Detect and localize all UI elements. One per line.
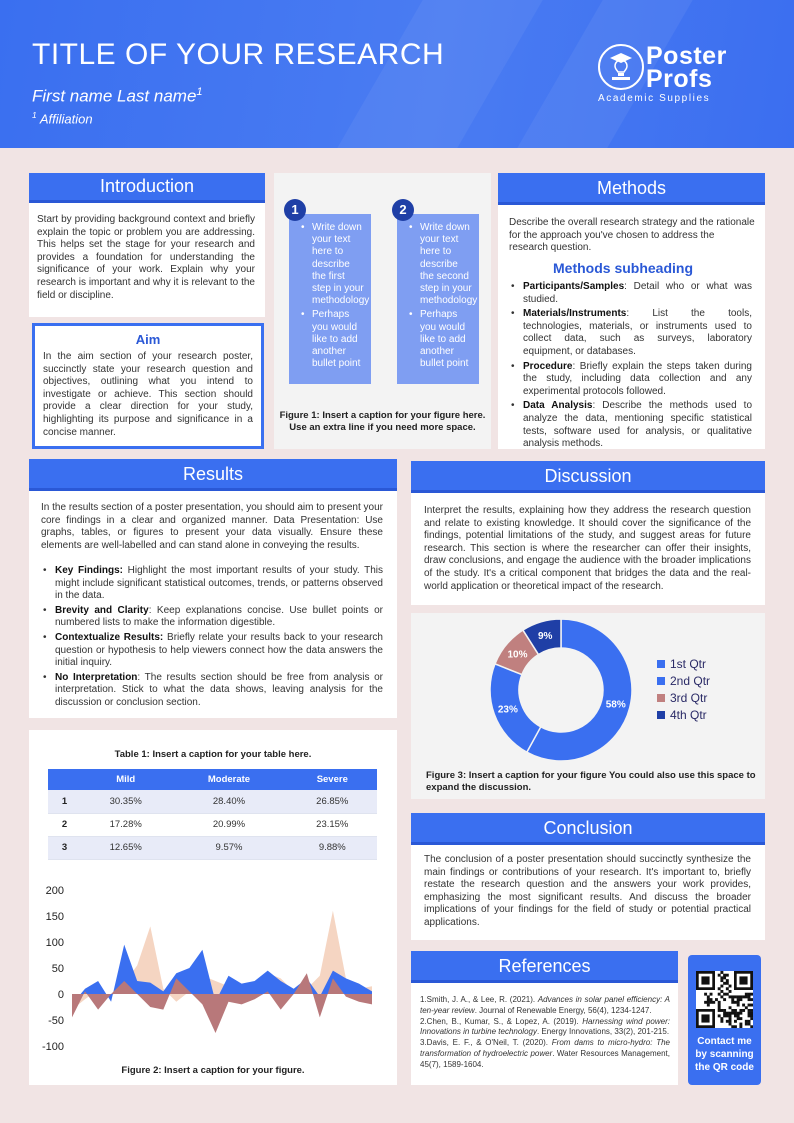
results-heading: Results (29, 459, 397, 491)
donut-chart (486, 615, 636, 765)
methods-list (509, 281, 752, 453)
table1-caption: Table 1: Insert a caption for your table here. (114, 749, 312, 760)
qr-label-line: by scanning (695, 1049, 754, 1060)
table-header-cell (48, 769, 81, 790)
conclusion-heading: Conclusion (411, 813, 765, 845)
legend-item (657, 691, 707, 705)
table-cell: 2 (48, 813, 81, 836)
step-2-bullets (409, 222, 478, 370)
affiliation-text: Affiliation (39, 111, 93, 127)
methods-item-text: Describe the methods used to analyze the data, mentioning specific statistical tests, software used for analysis, or qualitative analysis methods. (523, 400, 753, 450)
references-list (420, 995, 670, 1071)
table-header-cell: Severe (288, 769, 377, 790)
legend-label: 1st Qtr (670, 657, 707, 671)
figure2-caption: Figure 2: Insert a caption for your figure. (121, 1065, 305, 1076)
table-header-cell: Mild (81, 769, 170, 790)
reference-title: Harnessing wind power: Innovations in turbine technology (420, 1016, 670, 1037)
label-separator: : (624, 281, 634, 292)
aim-heading: Aim (135, 332, 161, 347)
table-row (48, 836, 377, 859)
figure1-caption-line1: Figure 1: Insert a caption for your figure here. (279, 410, 486, 421)
results-item-label: Contextualize Results: (55, 631, 164, 643)
label-separator: : (572, 360, 580, 372)
qr-code[interactable] (696, 971, 753, 1028)
data-table (48, 769, 377, 860)
legend-swatch (657, 711, 665, 719)
posterprofs-logo (598, 44, 748, 108)
step-2-bullet: • Perhaps you would like to add another bullet point (409, 309, 473, 370)
methods-item-text: Detail who or what was studied. (523, 281, 752, 305)
introduction-heading: Introduction (29, 173, 265, 203)
reference-authors: 3.Davis, E. F., & O'Neil, T. (2020). (420, 1038, 552, 1048)
y-tick-label: 0 (57, 989, 64, 1001)
step-1-bullets (301, 222, 370, 370)
label-separator: : (137, 671, 145, 683)
logo-line1: Poster (646, 42, 727, 70)
methods-item-text: Briefly explain the steps taken during the study, including data collection and any experimental protocols followed. (523, 360, 752, 397)
step-2-bullet: • Write down your text here to describe the second step in your methodology (409, 222, 473, 307)
discussion-heading: Discussion (411, 461, 765, 493)
reference-item (420, 995, 670, 1017)
table-cell: 17.28% (81, 813, 170, 836)
qr-label (688, 1035, 761, 1074)
header-stripe (337, 0, 542, 148)
table-row (48, 813, 377, 836)
methods-item (509, 400, 752, 450)
donut-data-label: 58% (605, 699, 626, 711)
legend-item (657, 708, 707, 722)
table-cell: 9.57% (170, 836, 287, 859)
qr-label-line: the QR code (695, 1062, 754, 1073)
table-cell: 12.65% (81, 836, 170, 859)
table-row (48, 790, 377, 813)
results-item (41, 605, 383, 630)
methods-subheading: Methods subheading (553, 260, 693, 276)
legend-label: 4th Qtr (670, 708, 707, 722)
results-item-text: Briefly relate your results back to your research question or hypothesis to help viewers connect how the data answers the initial inquiry. (55, 631, 383, 669)
table-cell: 20.99% (170, 813, 287, 836)
legend-swatch (657, 660, 665, 668)
methods-item (509, 308, 752, 358)
results-item-text: Keep explanations concise. Use bullet points or numbered lists to make the information digestible. (55, 604, 383, 629)
step-card-1 (289, 214, 371, 384)
results-item-label: Key Findings: (55, 565, 123, 576)
table-cell: 30.35% (81, 790, 170, 813)
step-1-bullet: • Perhaps you would like to add another bullet point (301, 309, 365, 370)
author-superscript: 1 (196, 86, 203, 98)
methods-item (509, 361, 752, 399)
discussion-text: Interpret the results, explaining how they address the research question and relate to existing knowledge. It should cover the significance of the findings, potential limitations of the study, and suggest areas for future research. This section is where the researcher can offer their insights, draw conclusions, and engage the audience with the broader implications of the study. It's a critical component that bridges the data and the real-world application or theoretical impact of the research. (424, 505, 751, 592)
table-cell: 23.15% (288, 813, 377, 836)
poster-header (0, 0, 794, 148)
reference-authors: 2.Chen, B., Kumar, S., & Lopez, A. (2019). (420, 1016, 583, 1026)
results-intro: In the results section of a poster presentation, you should aim to present your core findings in a clear and organized manner. Data Presentation: Use graphs, tables, or figures to present your data visually. Ensure these elements are well-labelled and can stand alone in conveying the results. (41, 502, 383, 551)
table-cell: 28.40% (170, 790, 287, 813)
donut-data-label: 9% (538, 631, 553, 643)
introduction-text: Start by providing background context and briefly explain the topic or problem you are addressing. This helps set the stage for your research and provides a foundation for understanding the significance of your work. Explain why your research is important and why it is relevant to the field or discipline. (37, 214, 255, 301)
logo-line2: Profs (646, 65, 713, 93)
aim-box (32, 323, 264, 449)
reference-title: Advances in solar panel efficiency: A ten-year review (420, 995, 671, 1015)
figure1-caption (274, 410, 491, 434)
author-name-text: First name Last name (32, 86, 197, 106)
legend-item (657, 674, 710, 688)
legend-swatch (657, 677, 665, 685)
methods-intro: Describe the overall research strategy and the rationale for the approach you've chosen to address the research question. (509, 217, 755, 254)
methods-item-text: List the tools, technologies, materials, or instruments used to collect data, such as surveys, laboratory equipment, or databases. (523, 308, 752, 357)
reference-authors: 1.Smith, J. A., & Lee, R. (2021). (420, 995, 538, 1004)
methods-item-label: Procedure (523, 360, 573, 372)
author-name (32, 86, 203, 107)
methods-item (509, 281, 752, 306)
label-separator: : (592, 400, 603, 412)
qr-code-icon (696, 971, 753, 1028)
label-separator: : (626, 308, 653, 320)
table-cell: 1 (48, 790, 81, 813)
table-cell: 9.88% (288, 836, 377, 859)
donut-data-label: 10% (507, 649, 528, 661)
reference-source: . Water Resources Management, 45(7), 1589-1604. (420, 1048, 670, 1069)
step-2-number-badge: 2 (392, 199, 414, 221)
reference-item (420, 1017, 670, 1039)
reference-source: . Energy Innovations, 33(2), 201-215. (536, 1027, 670, 1037)
y-tick-label: 50 (51, 963, 64, 975)
y-tick-label: 150 (45, 911, 64, 923)
qr-label-line: Contact me (697, 1036, 752, 1047)
affiliation (32, 110, 93, 126)
logo-bulb-icon (598, 44, 644, 90)
legend-item (657, 657, 706, 671)
reference-item (420, 1038, 670, 1070)
donut-data-label: 23% (497, 704, 518, 716)
methods-item-label: Materials/Instruments (523, 308, 627, 320)
lightbulb-icon (600, 46, 642, 88)
y-tick-label: 200 (45, 885, 64, 897)
reference-title: From dams to micro-hydro: The transformation of hydroelectric power (420, 1038, 671, 1058)
area-chart (36, 880, 386, 1055)
step-1-number-badge: 1 (284, 199, 306, 221)
aim-text: In the aim section of your research poster, succinctly state your research question and objectives, outlining what you intend to investigate or achieve. This section should provide a clear direction for your study, highlighting its purpose and significance in a concise manner. (43, 351, 253, 438)
results-item-text: The results section should be free from analysis or interpretation. Stick to what the data shows, leaving analysis for the discussion or conclusion section. (55, 671, 383, 708)
methods-item-label: Participants/Samples (523, 281, 625, 292)
poster-title: TITLE OF YOUR RESEARCH (32, 38, 445, 71)
results-item (41, 632, 383, 670)
y-tick-label: 100 (45, 937, 64, 949)
table-cell: 26.85% (288, 790, 377, 813)
table-cell: 3 (48, 836, 81, 859)
methods-heading: Methods (498, 173, 765, 205)
y-tick-label: -50 (48, 1015, 64, 1027)
references-heading: References (411, 951, 678, 983)
results-list (41, 565, 383, 712)
step-card-2 (397, 214, 479, 384)
affiliation-superscript: 1 (32, 110, 37, 120)
reference-source: . Journal of Renewable Energy, 56(4), 1234-1247. (474, 1005, 652, 1015)
figure3-caption: Figure 3: Insert a caption for your figure You could also use this space to expand the discussion. (426, 770, 756, 793)
legend-label: 3rd Qtr (670, 691, 708, 705)
label-separator: : (148, 604, 157, 616)
legend-label: 2nd Qtr (670, 674, 711, 688)
qr-contact-box[interactable] (688, 955, 761, 1085)
results-item-text: Highlight the most important results of your study. This might include significant statistical outcomes, trends, or patterns observed in the data. (55, 565, 383, 602)
y-tick-label: -100 (41, 1041, 64, 1053)
table-header-row (48, 769, 377, 790)
results-item-label: Brevity and Clarity (55, 604, 149, 616)
step-1-bullet: • Write down your text here to describe the first step in your methodology (301, 222, 365, 307)
results-item-label: No Interpretation (55, 671, 138, 683)
results-item (41, 565, 383, 603)
results-item (41, 672, 383, 710)
figure1-caption-line2: Use an extra line if you need more space. (289, 422, 476, 433)
table-header-cell: Moderate (170, 769, 287, 790)
methods-item-label: Data Analysis (523, 400, 593, 412)
legend-swatch (657, 694, 665, 702)
conclusion-text: The conclusion of a poster presentation should succinctly synthesize the main findings or contributions of your research. It's important to, briefly restate the research question and the answers your work provides, emphasizing the most significant results. And discuss the broader implications of your findings for the field of study or potential practical applications. (424, 854, 751, 928)
logo-tagline: Academic Supplies (598, 93, 711, 104)
